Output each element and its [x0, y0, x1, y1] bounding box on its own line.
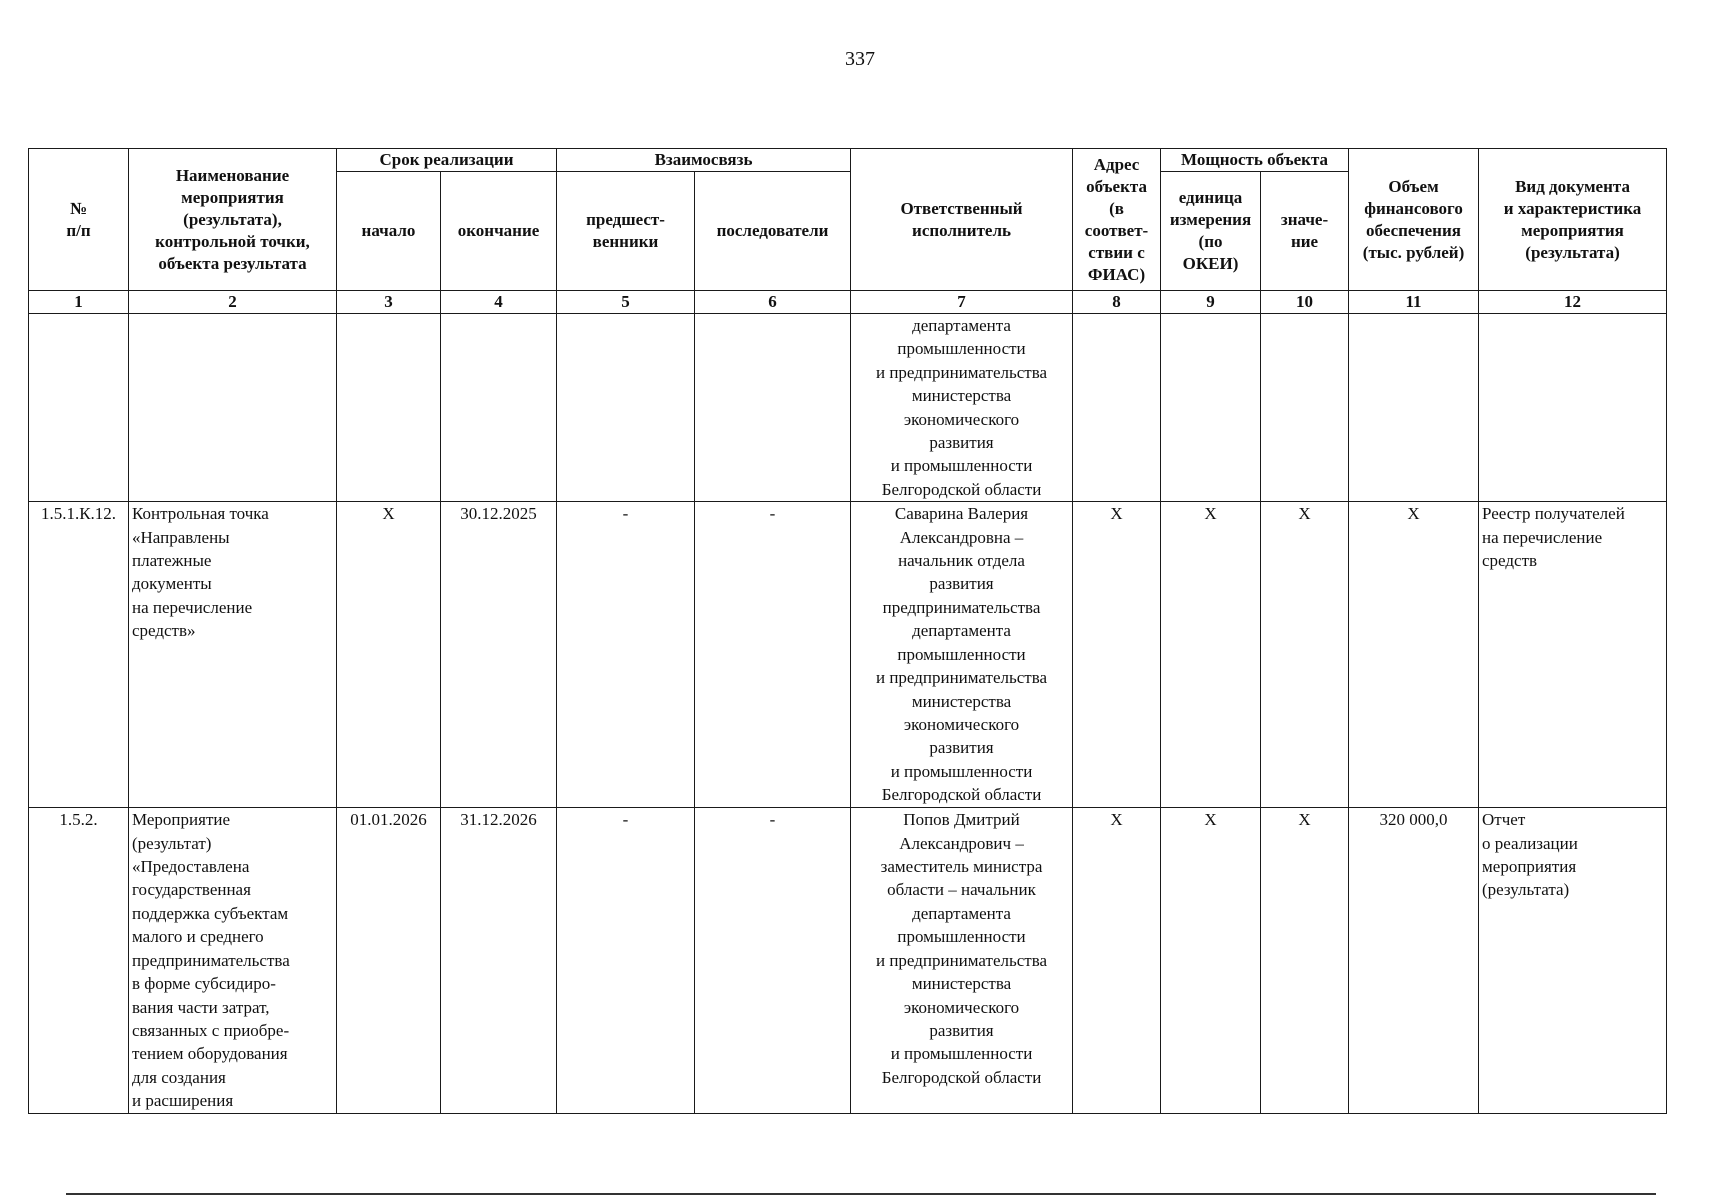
cell-doc: Реестр получателей на перечисление средств — [1479, 502, 1667, 808]
header-capacity-value: значе- ние — [1261, 172, 1349, 291]
cell-value: X — [1261, 808, 1349, 1113]
cell-value — [1261, 314, 1349, 502]
column-number: 1 — [29, 291, 129, 314]
column-number: 5 — [557, 291, 695, 314]
cell-finance: X — [1349, 502, 1479, 808]
cell-unit: X — [1161, 502, 1261, 808]
table-row — [29, 502, 1667, 808]
cell-address — [1073, 314, 1161, 502]
cell-name: Мероприятие (результат) «Предоставлена государственная поддержка субъектам малого и среднего предпринимательства в форме субсидиро- вания части затрат, связанных с приобре- тением оборудования для создания и расширения — [129, 808, 337, 1113]
cell-end: 30.12.2025 — [441, 502, 557, 808]
table-body — [29, 314, 1667, 1114]
header-link-prev: предшест- венники — [557, 172, 695, 291]
column-number: 7 — [851, 291, 1073, 314]
cell-doc — [1479, 314, 1667, 502]
cell-name: Контрольная точка «Направлены платежные документы на перечисление средств» — [129, 502, 337, 808]
activity-table — [28, 148, 1667, 1114]
cell-prev: - — [557, 502, 695, 808]
cell-end: 31.12.2026 — [441, 808, 557, 1113]
header-link-group: Взаимосвязь — [557, 149, 851, 172]
header-finance: Объем финансового обеспечения (тыс. рублей) — [1349, 149, 1479, 291]
cell-unit: X — [1161, 808, 1261, 1113]
cell-name — [129, 314, 337, 502]
cell-prev — [557, 314, 695, 502]
page-bottom-rule — [66, 1193, 1656, 1195]
column-number: 11 — [1349, 291, 1479, 314]
table-row — [29, 808, 1667, 1113]
cell-responsible: Попов Дмитрий Александрович – заместитель министра области – начальник департамента промышленности и предпринимательства министерства экономического развития и промышленности Белгородской области — [851, 808, 1073, 1113]
header-address: Адрес объекта (в соответ- ствии с ФИАС) — [1073, 149, 1161, 291]
header-capacity-group: Мощность объекта — [1161, 149, 1349, 172]
column-number: 4 — [441, 291, 557, 314]
cell-finance — [1349, 314, 1479, 502]
cell-end — [441, 314, 557, 502]
cell-address: X — [1073, 502, 1161, 808]
cell-start — [337, 314, 441, 502]
cell-responsible: департамента промышленности и предпринимательства министерства экономического развития и промышленности Белгородской области — [851, 314, 1073, 502]
cell-next: - — [695, 808, 851, 1113]
cell-address: X — [1073, 808, 1161, 1113]
header-term-start: начало — [337, 172, 441, 291]
table-row — [29, 314, 1667, 502]
header-doc-type: Вид документа и характеристика мероприятия (результата) — [1479, 149, 1667, 291]
header-term-end: окончание — [441, 172, 557, 291]
cell-finance: 320 000,0 — [1349, 808, 1479, 1113]
cell-start: 01.01.2026 — [337, 808, 441, 1113]
cell-value: X — [1261, 502, 1349, 808]
column-number: 6 — [695, 291, 851, 314]
column-number-row — [29, 291, 1667, 314]
column-number: 3 — [337, 291, 441, 314]
cell-doc: Отчет о реализации мероприятия (результата) — [1479, 808, 1667, 1113]
cell-start: X — [337, 502, 441, 808]
page-number: 337 — [845, 48, 875, 70]
cell-prev: - — [557, 808, 695, 1113]
cell-next — [695, 314, 851, 502]
table-header — [29, 149, 1667, 314]
column-number: 10 — [1261, 291, 1349, 314]
header-term-group: Срок реализации — [337, 149, 557, 172]
header-name: Наименование мероприятия (результата), контрольной точки, объекта результата — [129, 149, 337, 291]
header-num: № п/п — [29, 149, 129, 291]
header-link-next: последователи — [695, 172, 851, 291]
cell-next: - — [695, 502, 851, 808]
cell-unit — [1161, 314, 1261, 502]
column-number: 2 — [129, 291, 337, 314]
column-number: 9 — [1161, 291, 1261, 314]
cell-num — [29, 314, 129, 502]
column-number: 8 — [1073, 291, 1161, 314]
column-number: 12 — [1479, 291, 1667, 314]
cell-num: 1.5.1.К.12. — [29, 502, 129, 808]
header-responsible: Ответственный исполнитель — [851, 149, 1073, 291]
cell-num: 1.5.2. — [29, 808, 129, 1113]
header-capacity-unit: единица измерения (по ОКЕИ) — [1161, 172, 1261, 291]
cell-responsible: Саварина Валерия Александровна – начальник отдела развития предпринимательства департамента промышленности и предпринимательства министерства экономического развития и промышленности Белгородской области — [851, 502, 1073, 808]
